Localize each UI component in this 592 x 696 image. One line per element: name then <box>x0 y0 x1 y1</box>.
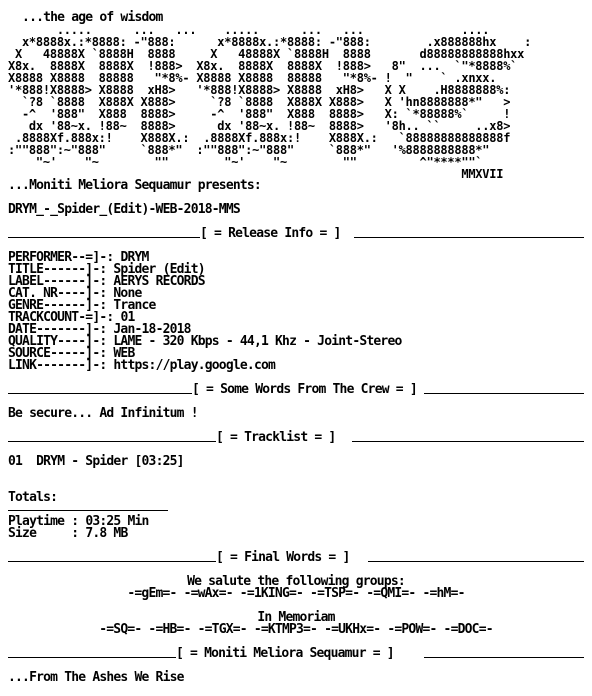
playtime-value: 03:25 Min <box>85 514 149 529</box>
divider-right <box>368 561 584 562</box>
presents-line: ...Moniti Meliora Sequamur presents: <box>8 178 261 193</box>
release-info-label: CAT. NR----]-: <box>8 286 107 301</box>
tracklist-heading: [ = Tracklist = ] <box>216 430 336 445</box>
ascii-art-line: x*8888x.:*8888: -"888: x*8888x.:*8888: -"888: .x888888hx : <box>8 35 532 49</box>
release-info-label: GENRE------]-: <box>8 298 107 313</box>
memoriam-groups: -=SQ=- -=HB=- -=TGX=- -=KTMP3=- -=UKHx=- -=POW=- -=DOC=- <box>99 622 493 637</box>
release-info-label: PERFORMER--=]-: <box>8 250 114 265</box>
size-label: Size : <box>8 526 79 541</box>
release-info-value: None <box>113 286 142 301</box>
track-title: DRYM - Spider [03:25] <box>36 454 184 469</box>
closing-line: ...From The Ashes We Rise <box>8 670 184 685</box>
divider-right <box>352 441 584 442</box>
divider-left <box>8 393 192 394</box>
ascii-art-line: .8888Xf.888x:! X888X.: .8888Xf.888x:! X888X.: `88888888888888f <box>8 131 511 145</box>
release-info-label: SOURCE-----]-: <box>8 346 107 361</box>
track-number: 01 <box>8 454 23 469</box>
release-info-label: LABEL------]-: <box>8 274 107 289</box>
release-info-value: 01 <box>120 310 135 325</box>
ascii-art-line: X 48888X `8888H 8888 X 48888X `8888H 8888 d88888888888hxx <box>8 47 525 61</box>
release-info-value: WEB <box>113 346 135 361</box>
size-row <box>8 528 127 540</box>
divider-right <box>424 393 584 394</box>
crew-words-heading: [ = Some Words From The Crew = ] <box>192 382 417 397</box>
totals-heading: Totals: <box>8 490 58 505</box>
release-info-value: Spider (Edit) <box>113 262 205 277</box>
release-info-heading: [ = Release Info = ] <box>200 226 341 241</box>
salute-line: We salute the following groups: <box>187 574 405 589</box>
release-info-label: DATE-------]-: <box>8 322 107 337</box>
ascii-art-line: `?8 `8888 X888X X888> `?8 `8888 X888X X888> X 'hn8888888*" > <box>8 95 511 109</box>
divider-right <box>354 237 584 238</box>
release-info-value: AERYS RECORDS <box>113 274 205 289</box>
divider-right <box>424 657 584 658</box>
size-value: 7.8 MB <box>85 526 128 541</box>
footer-heading: [ = Moniti Meliora Sequamur = ] <box>176 646 394 661</box>
banner-intro: ...the age of wisdom <box>8 10 163 25</box>
salute-groups: -=gEm=- -=wAx=- -=1KING=- -=TSP=- -=QMI=- -=hM=- <box>127 586 465 601</box>
divider-left <box>8 441 216 442</box>
release-info-row <box>8 360 275 372</box>
ascii-art-line: ..... ... ... ..... ... ... .... <box>8 23 490 37</box>
release-info-label: TRACKCOUNT-=]-: <box>8 310 114 325</box>
crew-words-text: Be secure... Ad Infinitum ! <box>8 406 198 421</box>
track-row <box>8 456 184 468</box>
playtime-label: Playtime : <box>8 514 79 529</box>
ascii-art-line: MMXVII <box>8 167 504 181</box>
ascii-art-line: dx '88~x. !88~ 8888> dx '88~x. !88~ 8888> '8h.. `` ..x8> <box>8 119 511 133</box>
totals-divider <box>8 510 168 511</box>
final-words-heading: [ = Final Words = ] <box>216 550 350 565</box>
release-info-value: DRYM <box>120 250 149 265</box>
release-info-value: https://play.google.com <box>113 358 276 373</box>
release-info-value: LAME - 320 Kbps - 44,1 Khz - Joint-Stereo <box>113 334 402 349</box>
divider-left <box>8 561 216 562</box>
ascii-art-line: "~' "~ "" "~' "~ "" ^"****""` <box>8 155 483 169</box>
ascii-art-line: '*888!X8888> X8888 xH8> '*888!X8888> X8888 xH8> X X .H8888888%: <box>8 83 511 97</box>
release-info-label: QUALITY----]-: <box>8 334 107 349</box>
release-info-label: TITLE------]-: <box>8 262 107 277</box>
release-info-value: Trance <box>113 298 156 313</box>
divider-left <box>8 237 200 238</box>
release-name: DRYM_-_Spider_(Edit)-WEB-2018-MMS <box>8 202 240 217</box>
ascii-art-line: :""888":~"888" `888*" :""888":~"888" `888*" '%8888888888*" <box>8 143 490 157</box>
memoriam-title: In Memoriam <box>257 610 335 625</box>
ascii-art-line: -^ '888" X888 8888> -^ '888" X888 8888> X: `*88888%` ! <box>8 107 511 121</box>
ascii-art-line: X8888 X8888 88888 "*8%- X8888 X8888 88888 "*8%- ! " ` .xnxx. <box>8 71 497 85</box>
release-info-value: Jan-18-2018 <box>113 322 191 337</box>
release-info-label: LINK-------]-: <box>8 358 107 373</box>
divider-left <box>8 657 176 658</box>
ascii-art-line: X8x. 8888X 8888X !888> X8x. 8888X 8888X !888> 8" ... `"*8888%` <box>8 59 518 73</box>
